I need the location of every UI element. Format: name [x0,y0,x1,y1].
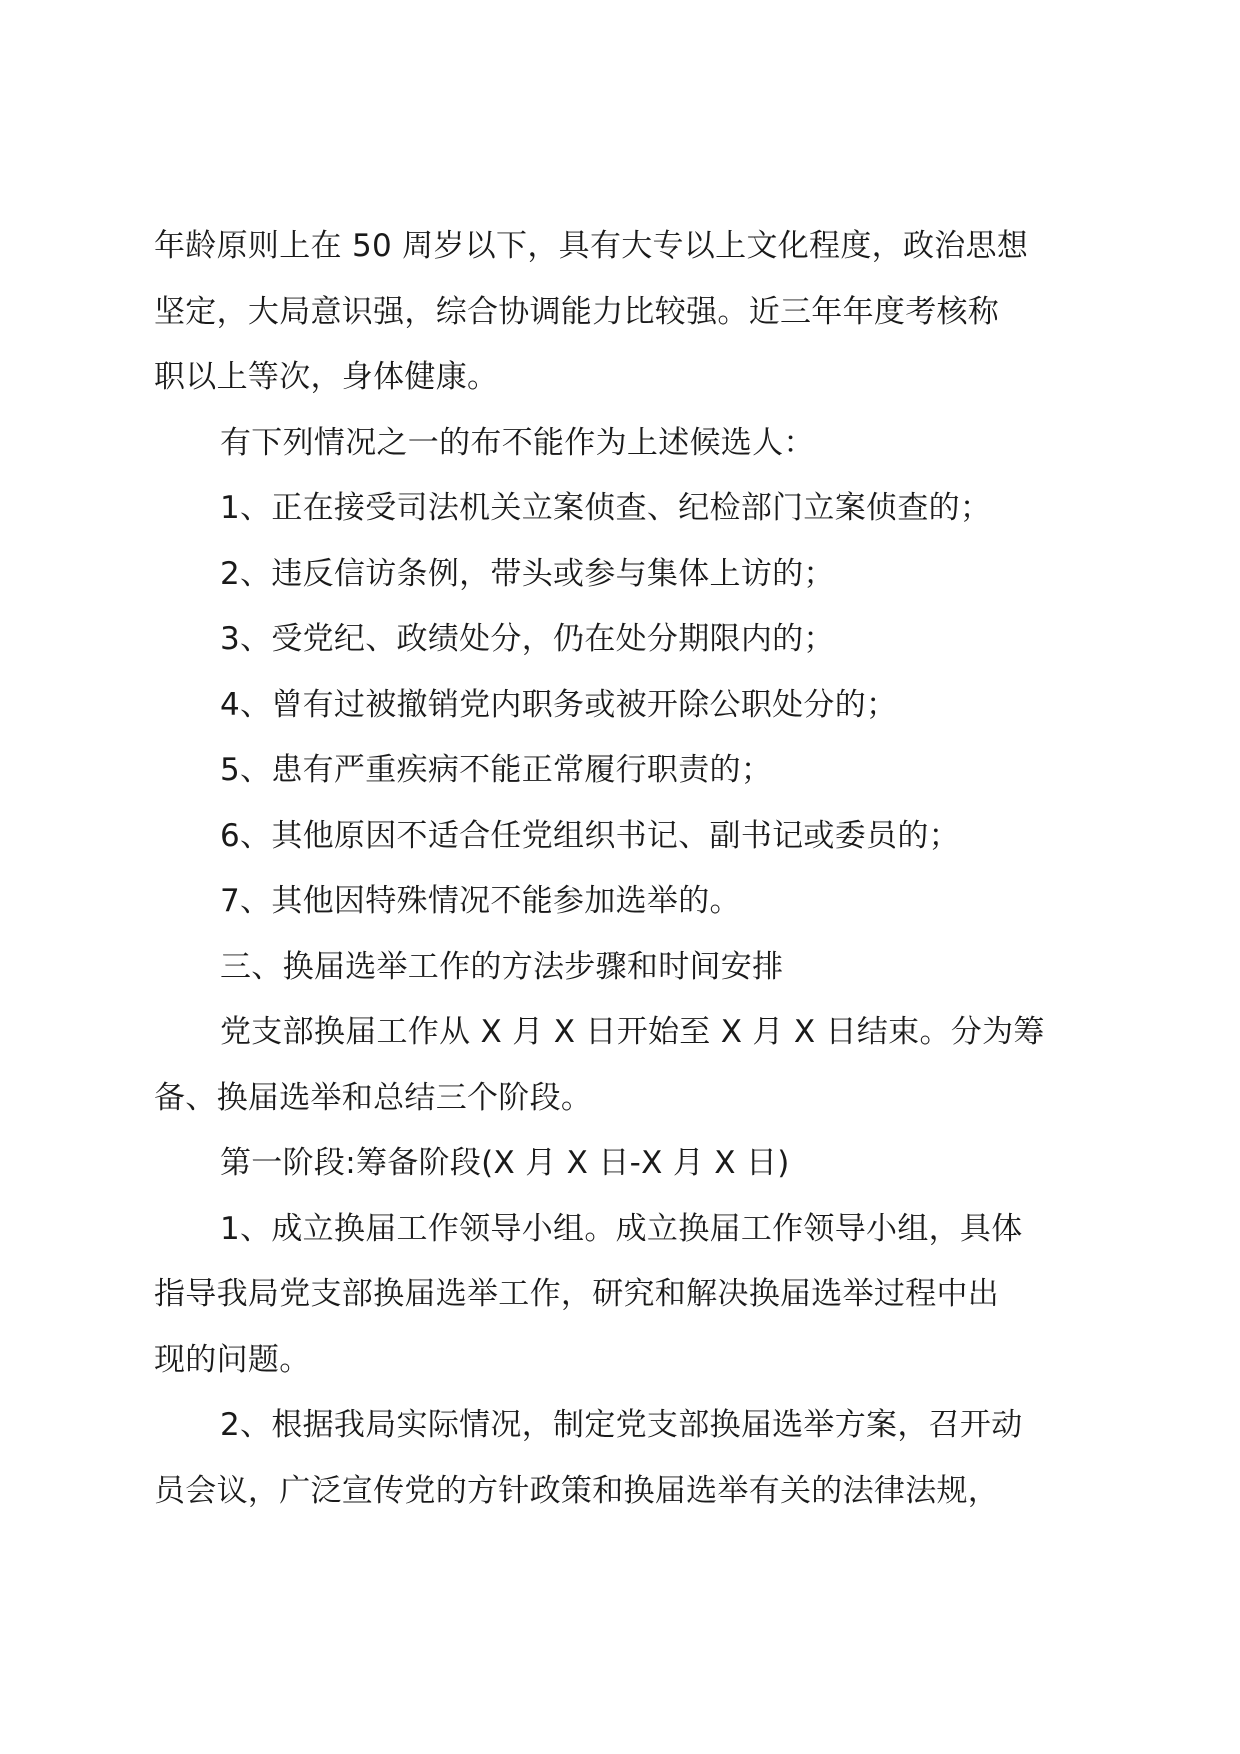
paragraph-step-1 [154,1197,1094,1394]
text-line: 6、其他原因不适合任党组织书记、副书记或委员的； [220,817,960,854]
text-line: 有下列情况之一的布不能作为上述候选人： [220,424,815,461]
text-line: 年龄原则上在 50 周岁以下，具有大专以上文化程度，政治思想 [154,228,1029,264]
list-item-2 [154,542,1094,608]
text-line: 1、正在接受司法机关立案侦查、纪检部门立案侦查的； [220,490,992,526]
text-line: 员会议，广泛宣传党的方针政策和换届选举有关的法律法规， [154,1472,1000,1509]
text-line: 3、受党纪、政绩处分，仍在处分期限内的； [220,621,835,657]
paragraph-candidate-requirements [154,214,1094,411]
paragraph-schedule [154,1000,1094,1131]
paragraph-step-2 [154,1393,1094,1524]
stage-one-heading [154,1131,1094,1197]
text-line: 备、换届选举和总结三个阶段。 [154,1079,593,1116]
paragraph-disqualification-intro [154,411,1094,477]
text-line: 三、换届选举工作的方法步骤和时间安排 [220,948,784,985]
section-heading-3 [154,935,1094,1001]
text-line: 4、曾有过被撤销党内职务或被开除公职处分的； [220,686,898,723]
document-body [154,214,1094,1524]
list-item-5 [154,738,1094,804]
text-line: 2、根据我局实际情况，制定党支部换届选举方案，召开动 [220,1407,1023,1443]
text-line: 2、违反信访条例，带头或参与集体上访的； [220,555,835,592]
text-line: 指导我局党支部换届选举工作，研究和解决换届选举过程中出 [154,1276,1000,1312]
text-line: 现的问题。 [154,1341,311,1378]
list-item-6 [154,804,1094,870]
list-item-1 [154,476,1094,542]
text-line: 坚定，大局意识强，综合协调能力比较强。近三年年度考核称 [154,293,1000,330]
list-item-3 [154,607,1094,673]
text-line: 职以上等次，身体健康。 [154,359,499,395]
text-line: 1、成立换届工作领导小组。成立换届工作领导小组，具体 [220,1210,1023,1247]
text-line: 党支部换届工作从 X 月 X 日开始至 X 月 X 日结束。分为筹 [220,1014,1045,1050]
text-line: 7、其他因特殊情况不能参加选举的。 [220,883,741,919]
list-item-7 [154,869,1094,935]
list-item-4 [154,673,1094,739]
text-line: 5、患有严重疾病不能正常履行职责的； [220,752,773,788]
text-line: 第一阶段:筹备阶段(X 月 X 日-X 月 X 日) [220,1145,790,1181]
